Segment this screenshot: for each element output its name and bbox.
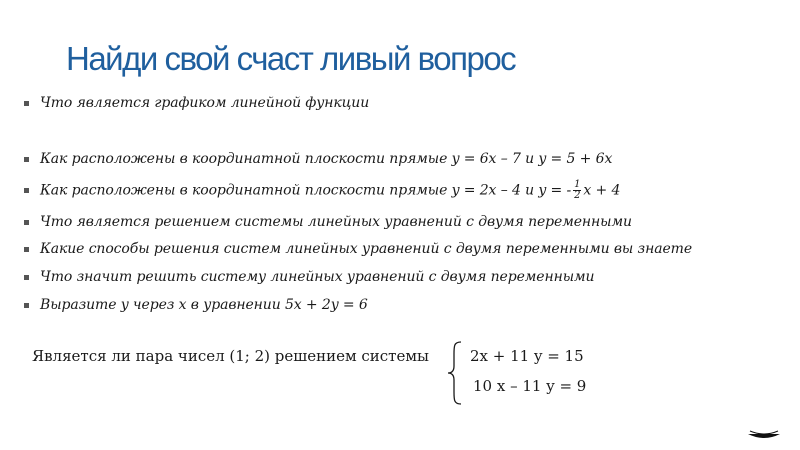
list-item-text: Что является решением системы линейных уравнений с двумя переменными (40, 214, 632, 230)
list-item (20, 295, 368, 315)
list-item (20, 267, 594, 287)
list-item-text (40, 180, 620, 201)
list-item-text: Как расположены в координатной плоскости прямые y = 6x – 7 и y = 5 + 6x (40, 151, 613, 167)
list-item-text: Что значит решить систему линейных уравнений с двумя переменными (40, 269, 595, 285)
list-item-text: Что является графиком линейной функции (40, 95, 370, 111)
bullet-marker-icon (24, 220, 29, 225)
bullet-marker-icon (24, 247, 29, 252)
list-item (20, 149, 612, 169)
fraction-denominator: 2 (574, 189, 581, 201)
brace-icon (445, 340, 465, 406)
list-item (20, 180, 620, 200)
equation-system (445, 340, 645, 406)
system-question: Является ли пара чисел (1; 2) решением системы (32, 347, 429, 365)
system-equation-1: 2x + 11 y = 15 (470, 347, 584, 365)
fraction-numerator: 1 (574, 178, 581, 190)
equation-prefix: Как расположены в координатной плоскости прямые y = 2x – 4 и y = - (40, 182, 572, 198)
bullet-marker-icon (24, 157, 29, 162)
list-item-text: Выразите y через x в уравнении 5x + 2y = 6 (40, 297, 368, 313)
equation-suffix: x + 4 (583, 182, 621, 198)
fraction (573, 180, 581, 201)
bullet-marker-icon (24, 188, 29, 193)
corner-decoration-icon (746, 420, 782, 440)
bullet-marker-icon (24, 101, 29, 106)
list-item (20, 93, 369, 113)
list-item-text: Какие способы решения систем линейных уравнений с двумя переменными вы знаете (40, 241, 693, 257)
list-item (20, 212, 632, 232)
list-item (20, 239, 692, 259)
slide-title: Найди свой счаст ливый вопрос (66, 40, 516, 77)
system-equation-2: 10 x – 11 y = 9 (473, 377, 587, 395)
bullet-marker-icon (24, 275, 29, 280)
bullet-marker-icon (24, 303, 29, 308)
